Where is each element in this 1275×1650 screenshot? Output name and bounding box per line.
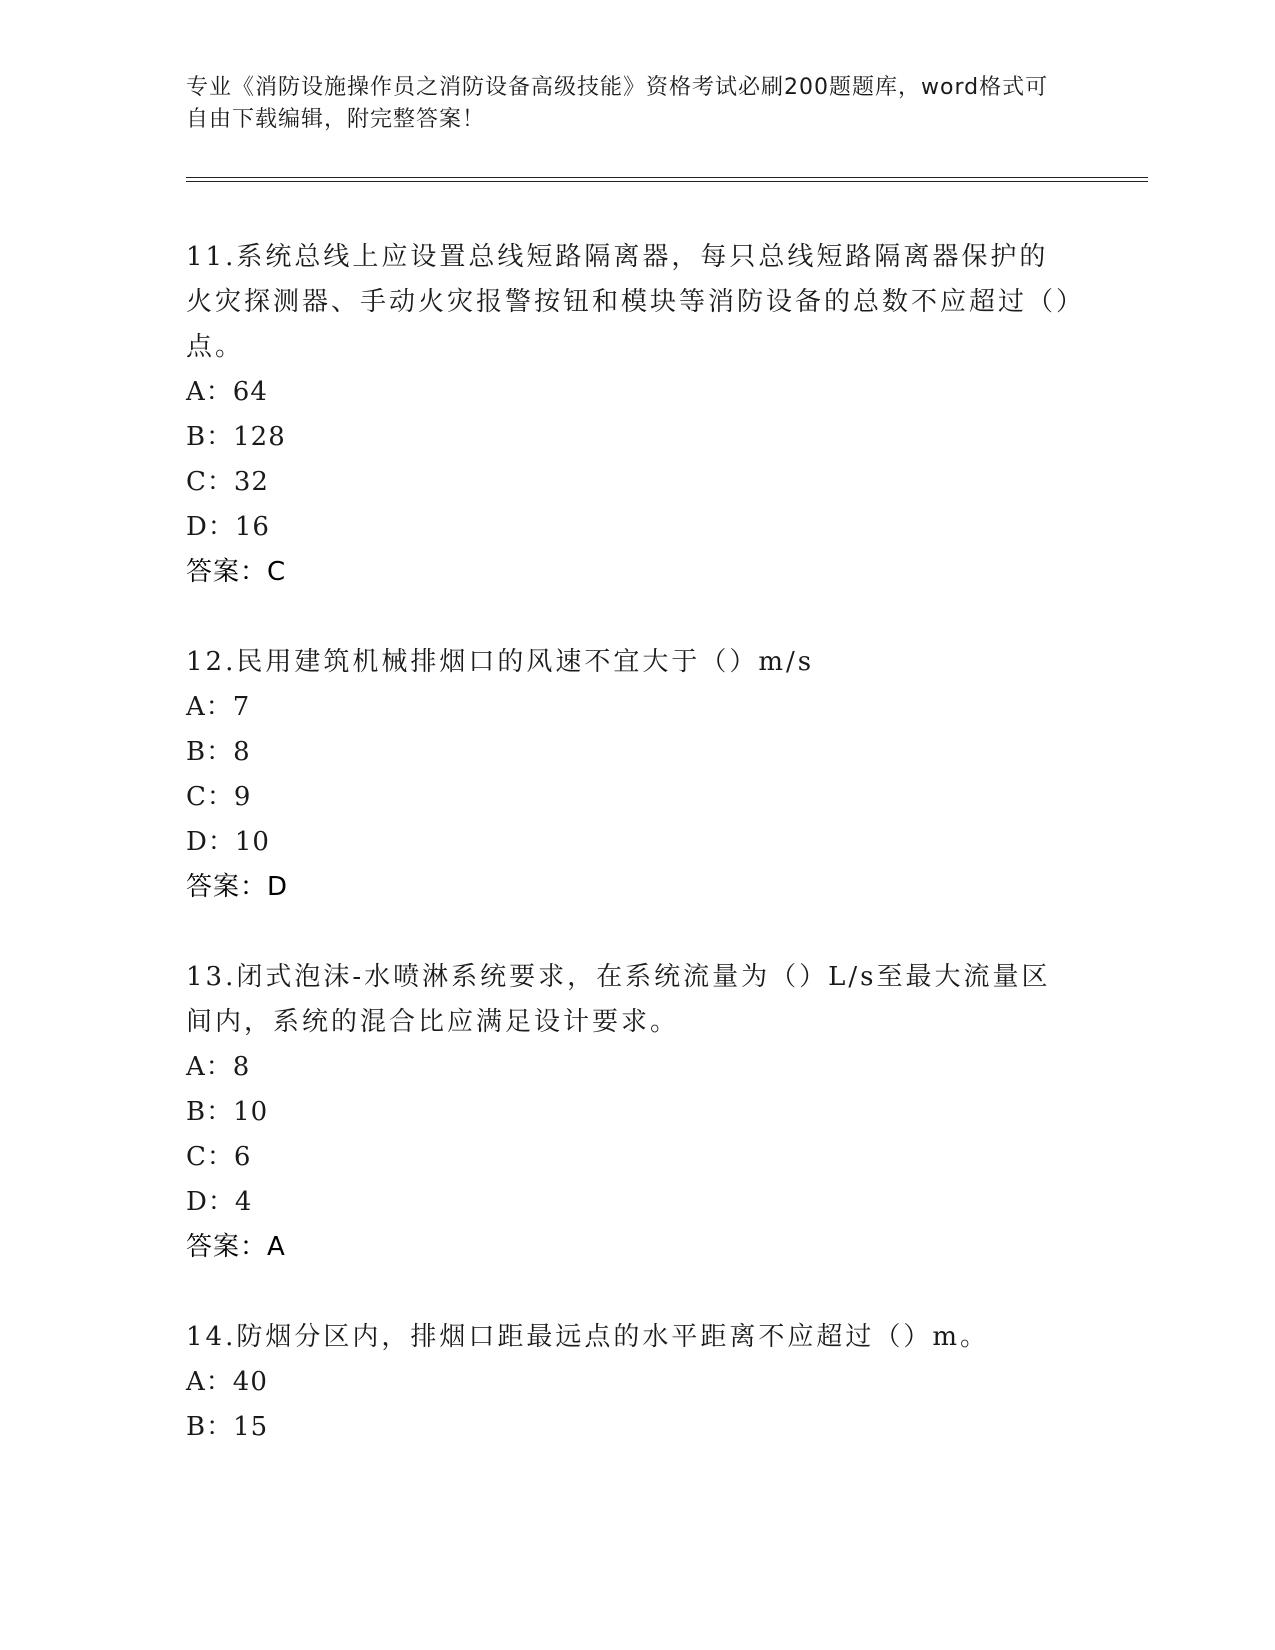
option-list: [186, 1360, 1086, 1450]
question-text: 14.防烟分区内，排烟口距最远点的水平距离不应超过（）m。: [186, 1322, 990, 1352]
document-intro: 专业《消防设施操作员之消防设备高级技能》资格考试必刷200题题库，word格式可自由下载编辑，附完整答案！: [186, 75, 1049, 132]
answer-line: 答案：C: [186, 557, 287, 587]
option-d: D：16: [186, 512, 270, 542]
option-a: A：64: [186, 377, 268, 407]
question-13: [186, 955, 1086, 1270]
question-text: 13.闭式泡沫-水喷淋系统要求，在系统流量为（）L/s至最大流量区间内，系统的混合比应满足设计要求。: [186, 962, 1051, 1037]
option-b: B：10: [186, 1097, 269, 1127]
option-b: B：8: [186, 737, 251, 767]
header-divider-top: [186, 177, 1148, 178]
option-b: B：128: [186, 422, 286, 452]
answer-line: 答案：D: [186, 872, 289, 902]
option-c: C：32: [186, 467, 269, 497]
option-d: D：4: [186, 1187, 253, 1217]
option-c: C：6: [186, 1142, 252, 1172]
question-spacer: [186, 910, 1086, 955]
option-list: [186, 1045, 1086, 1225]
question-list: [186, 235, 1086, 1450]
question-text: 12.民用建筑机械排烟口的风速不宜大于（）m/s: [186, 647, 815, 677]
option-a: A：7: [186, 692, 251, 722]
header-divider-bottom: [186, 181, 1148, 182]
option-list: [186, 685, 1086, 865]
option-list: [186, 370, 1086, 550]
question-12: [186, 640, 1086, 910]
question-text: 11.系统总线上应设置总线短路隔离器，每只总线短路隔离器保护的火灾探测器、手动火灾报警按钮和模块等消防设备的总数不应超过（）点。: [186, 242, 1073, 362]
option-a: A：8: [186, 1052, 251, 1082]
question-14: [186, 1315, 1086, 1450]
question-11: [186, 235, 1086, 595]
option-d: D：10: [186, 827, 270, 857]
question-spacer: [186, 595, 1086, 640]
option-c: C：9: [186, 782, 252, 812]
question-spacer: [186, 1270, 1086, 1315]
option-a: A：40: [186, 1367, 268, 1397]
answer-line: 答案：A: [186, 1232, 286, 1262]
option-b: B：15: [186, 1412, 269, 1442]
